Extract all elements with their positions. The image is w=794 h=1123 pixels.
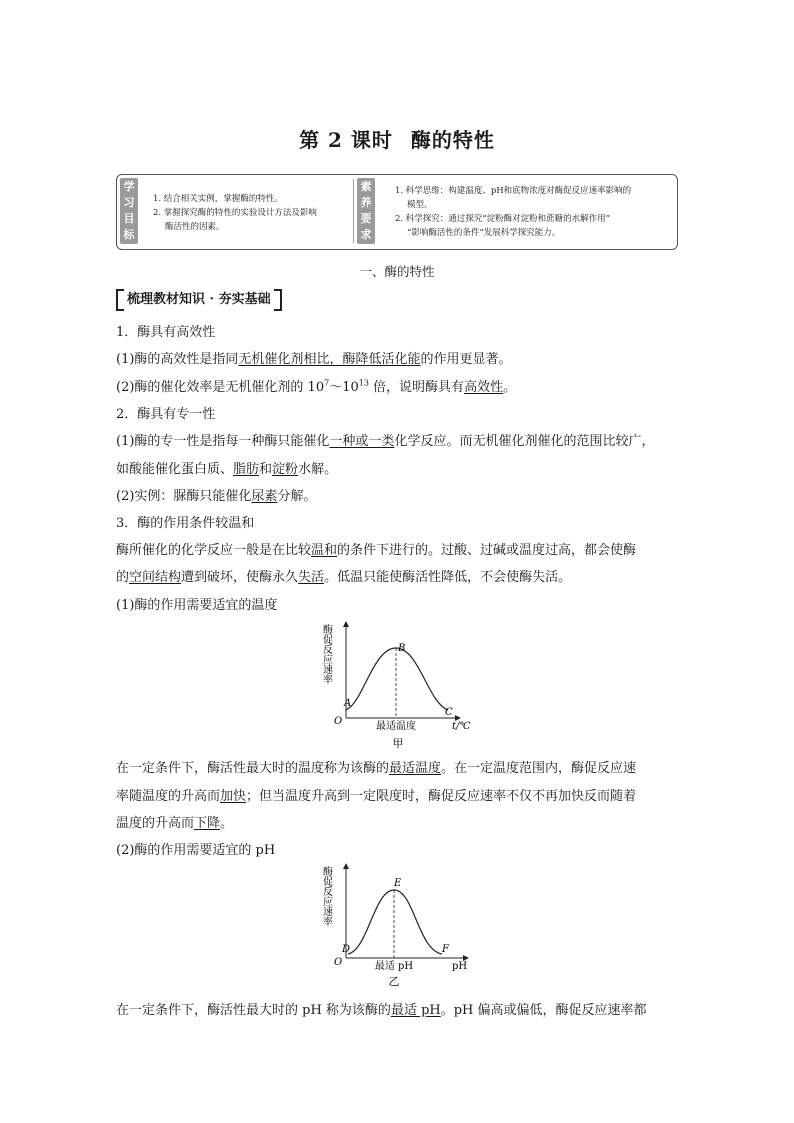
paragraph [116, 430, 654, 449]
text-run: 在一定条件下，酶活性最大时的 pH 称为该酶的 [116, 1003, 391, 1018]
text-run: (2)酶的催化效率是无机催化剂的 10 [116, 380, 325, 395]
literacy-req-tab [357, 178, 375, 244]
chart-caption: 甲 [392, 737, 404, 750]
text-run: 的作用更显著。 [420, 352, 512, 367]
section-title: 一、酶的特性 [359, 264, 435, 279]
tab-char: 标 [123, 228, 135, 241]
underlined-term: 淀粉 [272, 462, 299, 477]
text-run: 。pH 偏高或偏低，酶促反应速率都 [440, 1003, 647, 1018]
goal-item: 1. 结合相关实例，掌握酶的特性。 [153, 194, 283, 204]
text-run: 水解。 [298, 462, 338, 477]
text-run: 酶所催化的化学反应一般是在比较 [116, 543, 312, 558]
underlined-term: 加快 [220, 789, 247, 804]
section-banner [116, 288, 282, 311]
y-axis-label: 酶促反应速率 [320, 866, 332, 926]
right-bracket-icon [274, 289, 282, 311]
point-b-label: B [398, 643, 406, 654]
left-bracket-icon [116, 289, 124, 311]
point-f-label: F [442, 944, 449, 955]
paragraph [116, 376, 516, 395]
superscript: 13 [358, 378, 369, 388]
learning-goals-list [153, 192, 317, 234]
text-run: 温度的升高而 [116, 816, 195, 831]
x-tick-label: 最适温度 [376, 721, 416, 732]
text-run: (1)酶的高效性是指同 [116, 352, 239, 367]
lesson-topic: 酶的特性 [410, 128, 495, 152]
x-axis-label: t/℃ [452, 721, 471, 732]
paragraph [116, 785, 636, 804]
point-c-label: C [445, 707, 453, 718]
subheading-ph: (2)酶的作用需要适宜的 pH [116, 843, 276, 858]
goal-item: 酶活性的因素。 [165, 222, 225, 232]
underlined-term: 空间结构 [129, 570, 182, 585]
ph-chart [318, 862, 488, 992]
paragraph [116, 539, 636, 558]
subheading-temperature: (1)酶的作用需要适宜的温度 [116, 598, 278, 613]
heading-mild-conditions: 3．酶的作用条件较温和 [116, 516, 255, 531]
ph-curve [348, 890, 442, 954]
paragraph [116, 566, 571, 585]
text-run: 率随温度的升高而 [116, 789, 221, 804]
tab-char: 习 [123, 196, 135, 209]
paragraph [116, 348, 511, 367]
x-axis-label: pH [452, 961, 468, 972]
text-run: 在一定条件下，酶活性最大时的温度称为该酶的 [116, 761, 390, 776]
learning-goals-tab [120, 178, 138, 244]
literacy-req-list [395, 184, 631, 240]
underlined-term: 温和 [311, 543, 338, 558]
heading-specificity: 2．酶具有专一性 [116, 407, 216, 422]
heading-efficiency: 1．酶具有高效性 [116, 325, 216, 340]
underlined-term: 酶降低活化能 [342, 352, 421, 367]
text-run: 的条件下进行的。过酸、过碱或温度过高，都会使酶 [337, 543, 637, 558]
origin-label: O [334, 957, 343, 968]
paragraph [116, 485, 316, 504]
text-run: 分解。 [277, 489, 317, 504]
text-run: 如酸能催化蛋白质、 [116, 462, 234, 477]
underlined-term: 下降 [194, 816, 221, 831]
text-run: (2)实例：脲酶只能催化 [116, 489, 252, 504]
tab-char: 要 [360, 212, 372, 225]
point-a-label: A [344, 698, 352, 709]
underlined-term: 高效性 [464, 380, 504, 395]
underlined-term: 最适温度 [389, 761, 442, 776]
text-run: 化学反应。而无机催化剂催化的范围比较广， [394, 434, 655, 449]
underlined-term: 尿素 [251, 489, 278, 504]
tab-char: 求 [360, 228, 372, 241]
goal-item: 2. 掌握探究酶的特性的实验设计方法及影响 [153, 208, 317, 218]
tab-char: 素 [360, 180, 372, 193]
superscript: 7 [324, 378, 330, 388]
text-run: 遭到破坏，使酶永久 [181, 570, 299, 585]
req-item: 2. 科学探究：通过探究“淀粉酶对淀粉和蔗糖的水解作用” [395, 214, 611, 224]
underlined-term: 无机催化剂 [238, 352, 304, 367]
divider [353, 179, 354, 243]
origin-label: O [334, 716, 343, 727]
text-run: 和 [259, 462, 273, 477]
text-run: 。在一定温度范围内，酶促反应速 [441, 761, 637, 776]
paragraph [116, 757, 636, 776]
text-run: 。 [220, 816, 234, 831]
text-run: 倍，说明酶具有 [368, 380, 465, 395]
text-run: 的 [116, 570, 130, 585]
chart-caption: 乙 [388, 975, 400, 988]
point-e-label: E [394, 878, 402, 889]
underlined-term: 相比， [303, 352, 343, 367]
temperature-chart [318, 618, 488, 776]
lesson-number: 第 2 课时 [299, 128, 393, 152]
req-item: 模型。 [407, 200, 433, 210]
paragraph [116, 812, 233, 831]
req-item: “影响酶活性的条件”发展科学探究能力。 [407, 228, 561, 238]
page-title [0, 124, 794, 153]
objectives-box [116, 174, 678, 250]
underlined-term: 一种或一类 [329, 434, 395, 449]
x-tick-label: 最适 pH [374, 961, 414, 972]
text-run: 。 [503, 380, 517, 395]
paragraph [116, 458, 337, 477]
text-run: ～10 [329, 380, 359, 395]
point-d-label: D [342, 944, 351, 955]
underlined-term: 最适 pH [390, 1003, 441, 1018]
text-run: 。低温只能使酶活性降低，不会使酶失活。 [324, 570, 572, 585]
tab-char: 养 [360, 196, 372, 209]
y-axis-label: 酶促反应速率 [320, 624, 332, 684]
req-item: 1. 科学思维：构建温度、pH和底物浓度对酶促反应速率影响的 [395, 186, 632, 196]
underlined-term: 失活 [298, 570, 325, 585]
text-run: (1)酶的专一性是指每一种酶只能催化 [116, 434, 330, 449]
tab-char: 目 [123, 212, 135, 225]
tab-char: 学 [123, 180, 135, 193]
paragraph [116, 999, 647, 1018]
underlined-term: 脂肪 [233, 462, 260, 477]
temperature-curve [346, 648, 448, 710]
text-run: ；但当温度升高到一定限度时，酶促反应速率不仅不再加快反而随着 [246, 789, 637, 804]
banner-text: 梳理教材知识 · 夯实基础 [127, 292, 271, 307]
